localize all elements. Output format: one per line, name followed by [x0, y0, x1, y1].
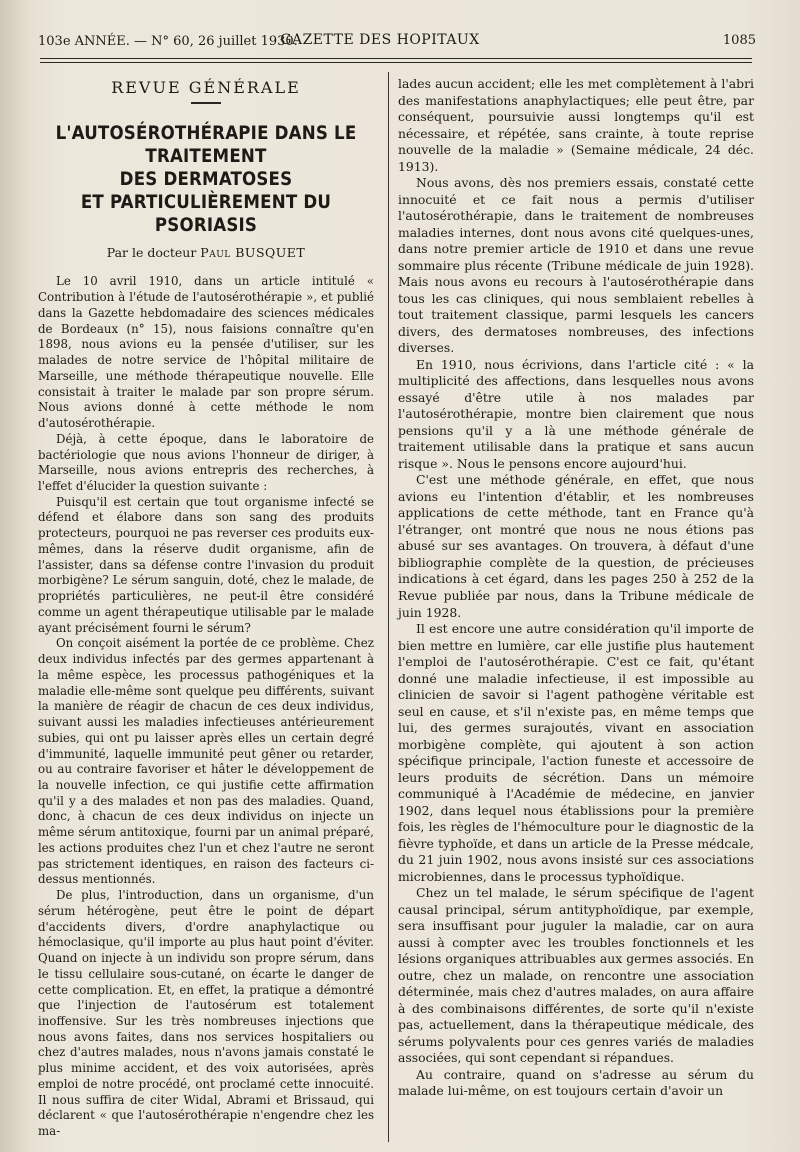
section-title: REVUE GÉNÉRALE — [111, 78, 301, 97]
paragraph: C'est une méthode générale, en effet, que nous avions eu l'intention d'établir, et les nombreuses applications de cette méthode, tant en France qu'à l'étranger, ont montré que nous ne nous étions pas abusé sur ses avantages. On trouvera, à défaut d'une bibliographie complète de la question, de précieuses indications à cet égard, dans les pages 250 à 252 de la Revue publiée par nous, dans la Tribune médicale de juin 1928. — [398, 472, 754, 620]
author-prefix: Par le docteur — [106, 244, 197, 260]
paragraph: Nous avons, dès nos premiers essais, constaté cette innocuité et ce fait nous a permis d'utiliser l'autosérothérapie, dans le traitement de nombreuses maladies internes, dont nous avons cité quelques-unes, dans notre premier article de 1910 et dans une revue sommaire plus récente (Tribune médicale de juin 1928). Mais nous avons eu recours à l'autosérothérapie dans tous les cas cliniques, qui nous semblaient rebelles à tout traitement classique, parmi lesquels les cancers divers, des dermatoses nombreuses, des infections diverses. — [398, 175, 754, 356]
paragraph: Au contraire, quand on s'adresse au sérum du malade lui-même, on est toujours certain d'avoir un — [398, 1066, 754, 1099]
article-title-line-3: ET PARTICULIÈREMENT DU PSORIASIS — [80, 191, 332, 236]
article-title-line-1: L'AUTOSÉROTHÉRAPIE DANS LE TRAITEMENT — [55, 122, 357, 167]
paragraph: On conçoit aisément la portée de ce problème. Chez deux individus infectés par des germes appartenant à la même espèce, les processus pathogéniques et la maladie elle-même sont quelque peu différents, suivant la manière de réagir de chacun de ces deux individus, suivant aussi les maladies infectieuses antérieurement subies, qui ont pu laisser après elles un certain degré d'immunité, laquelle immunité peut gêner ou retarder, ou au contraire favoriser et hâter le développement de la nouvelle infection, ce qui justifie cette affirmation qu'il y a des malades et non pas des maladies. Quand, donc, à chacun de ces deux individus on injecte un même sérum antitoxique, fourni par un animal préparé, les actions produites chez l'un et chez l'autre ne seront pas strictement identiques, en raison des facteurs ci-dessus mentionnés. — [38, 636, 374, 887]
journal-title: GAZETTE DES HOPITAUX — [280, 32, 480, 48]
page-header — [30, 30, 770, 52]
column-separator — [388, 72, 389, 1142]
header-rule-thin — [40, 62, 752, 63]
paragraph: Chez un tel malade, le sérum spécifique de l'agent causal principal, sérum antityphoïdique, par exemple, sera insuffisant pour juguler la maladie, car on aura aussi à compter avec les troubles fonctionnels et les lésions organiques attribuables aux germes associés. En outre, chez un malade, on rencontre une association déterminée, mais chez d'autres malades, on aura affaire à des combinaisons différentes, de sorte qu'il n'existe pas, actuellement, dans la thérapeutique médicale, des sérums polyvalents pour ces genres variés de maladies associées, qui sont cependant si répandues. — [398, 885, 754, 1066]
right-column — [398, 76, 754, 1100]
left-column — [38, 76, 374, 1140]
paragraph: En 1910, nous écrivions, dans l'article cité : « la multiplicité des affections, dans lesquelles nous avons essayé d'être utile à nos malades par l'autosérothérapie, montre bien clairement que nous pensions qu'il y a là une méthode générale de traitement utilisable dans la pratique et sans aucun risque ». Nous le pensons encore aujourd'hui. — [398, 356, 754, 471]
paragraph: Déjà, à cette époque, dans le laboratoire de bactériologie que nous avions l'honneur de diriger, à Marseille, nous avions entrepris des recherches, à l'effet d'élucider la question suivante : — [38, 431, 374, 494]
article-title-line-2: DES DERMATOSES — [119, 168, 293, 190]
paragraph: Le 10 avril 1910, dans un article intitulé « Contribution à l'étude de l'autosérothérapie », et publié dans la Gazette hebdomadaire des sciences médicales de Bordeaux (n° 15), nous faisions connaître qu'en 1898, nous avions eu la pensée d'utiliser, sur les malades de notre service de l'hôpital militaire de Marseille, une méthode thérapeutique nouvelle. Elle consistait à traiter le malade par son propre sérum. Nous avions donné à cette méthode le nom d'autosérothérapie. — [38, 274, 374, 431]
paragraph: lades aucun accident; elle les met complètement à l'abri des manifestations anaphylactiques; elle peut être, par conséquent, poursuivie aussi longtemps qu'il est nécessaire, et répétée, sans crainte, à toute reprise nouvelle de la maladie » (Semaine médicale, 24 déc. 1913). — [398, 76, 754, 174]
page-number: 1085 — [722, 33, 756, 48]
paragraph: Il est encore une autre considération qu'il importe de bien mettre en lumière, car elle justifie plus hautement l'emploi de l'autosérothérapie. C'est ce fait, qu'étant donné une maladie infectieuse, il est impossible au clinicien de savoir si l'agent pathogène véritable est seul en cause, et s'il n'existe pas, en même temps que lui, des germes surajoutés, vivant en association morbigène complète, qui ajoutent à son action spécifique principale, l'action funeste et accessoire de leurs produits de sécrétion. Dans un mémoire communiqué à l'Académie de médecine, en janvier 1902, dans lequel nous établissions pour la première fois, les règles de l'hémoculture pour le diagnostic de la fièvre typhoïde, et dans un article de la Presse médcale, du 21 juin 1902, nous avons insisté sur ces associations microbiennes, dans le processus typhoïdique. — [398, 621, 754, 884]
section-title-rule — [191, 102, 221, 104]
paragraph: Puisqu'il est certain que tout organisme infecté se défend et élabore dans son sang des produits protecteurs, pourquoi ne pas reverser ces produits eux-mêmes, dans la réserve dudit organisme, afin de l'assister, dans sa défense contre l'invasion du produit morbigène? Le sérum sanguin, doté, chez le malade, de propriétés particulières, ne peut-il être considéré comme un agent thérapeutique utilisable par le malade ayant précisément fourni le sérum? — [38, 494, 374, 635]
article-author — [38, 245, 374, 261]
author-name: Paul BUSQUET — [200, 244, 306, 260]
header-rule-thick — [40, 58, 752, 59]
paragraph: De plus, l'introduction, dans un organisme, d'un sérum hétérogène, peut être le point de départ d'accidents divers, d'ordre anaphylactique ou hémoclasique, qu'il importe au plus haut point d'éviter. Quand on injecte à un individu son propre sérum, dans le tissu cellulaire sous-cutané, on écarte le danger de cette complication. Et, en effet, la pratique a démontré que l'injection de l'autosérum est totalement inoffensive. Sur les très nombreuses injections que nous avons faites, dans nos services hospitaliers ou chez d'autres malades, nous n'avons jamais constaté le plus minime accident, et des voix autorisées, après emploi de notre procédé, ont proclamé cette innocuité. Il nous suffira de citer Widal, Abrami et Brissaud, qui déclarent « que l'autosérothérapie n'engendre chez les ma- — [38, 888, 374, 1139]
issue-info: 103e ANNÉE. — N° 60, 26 juillet 1930. — [38, 34, 298, 49]
article-title — [38, 122, 374, 237]
